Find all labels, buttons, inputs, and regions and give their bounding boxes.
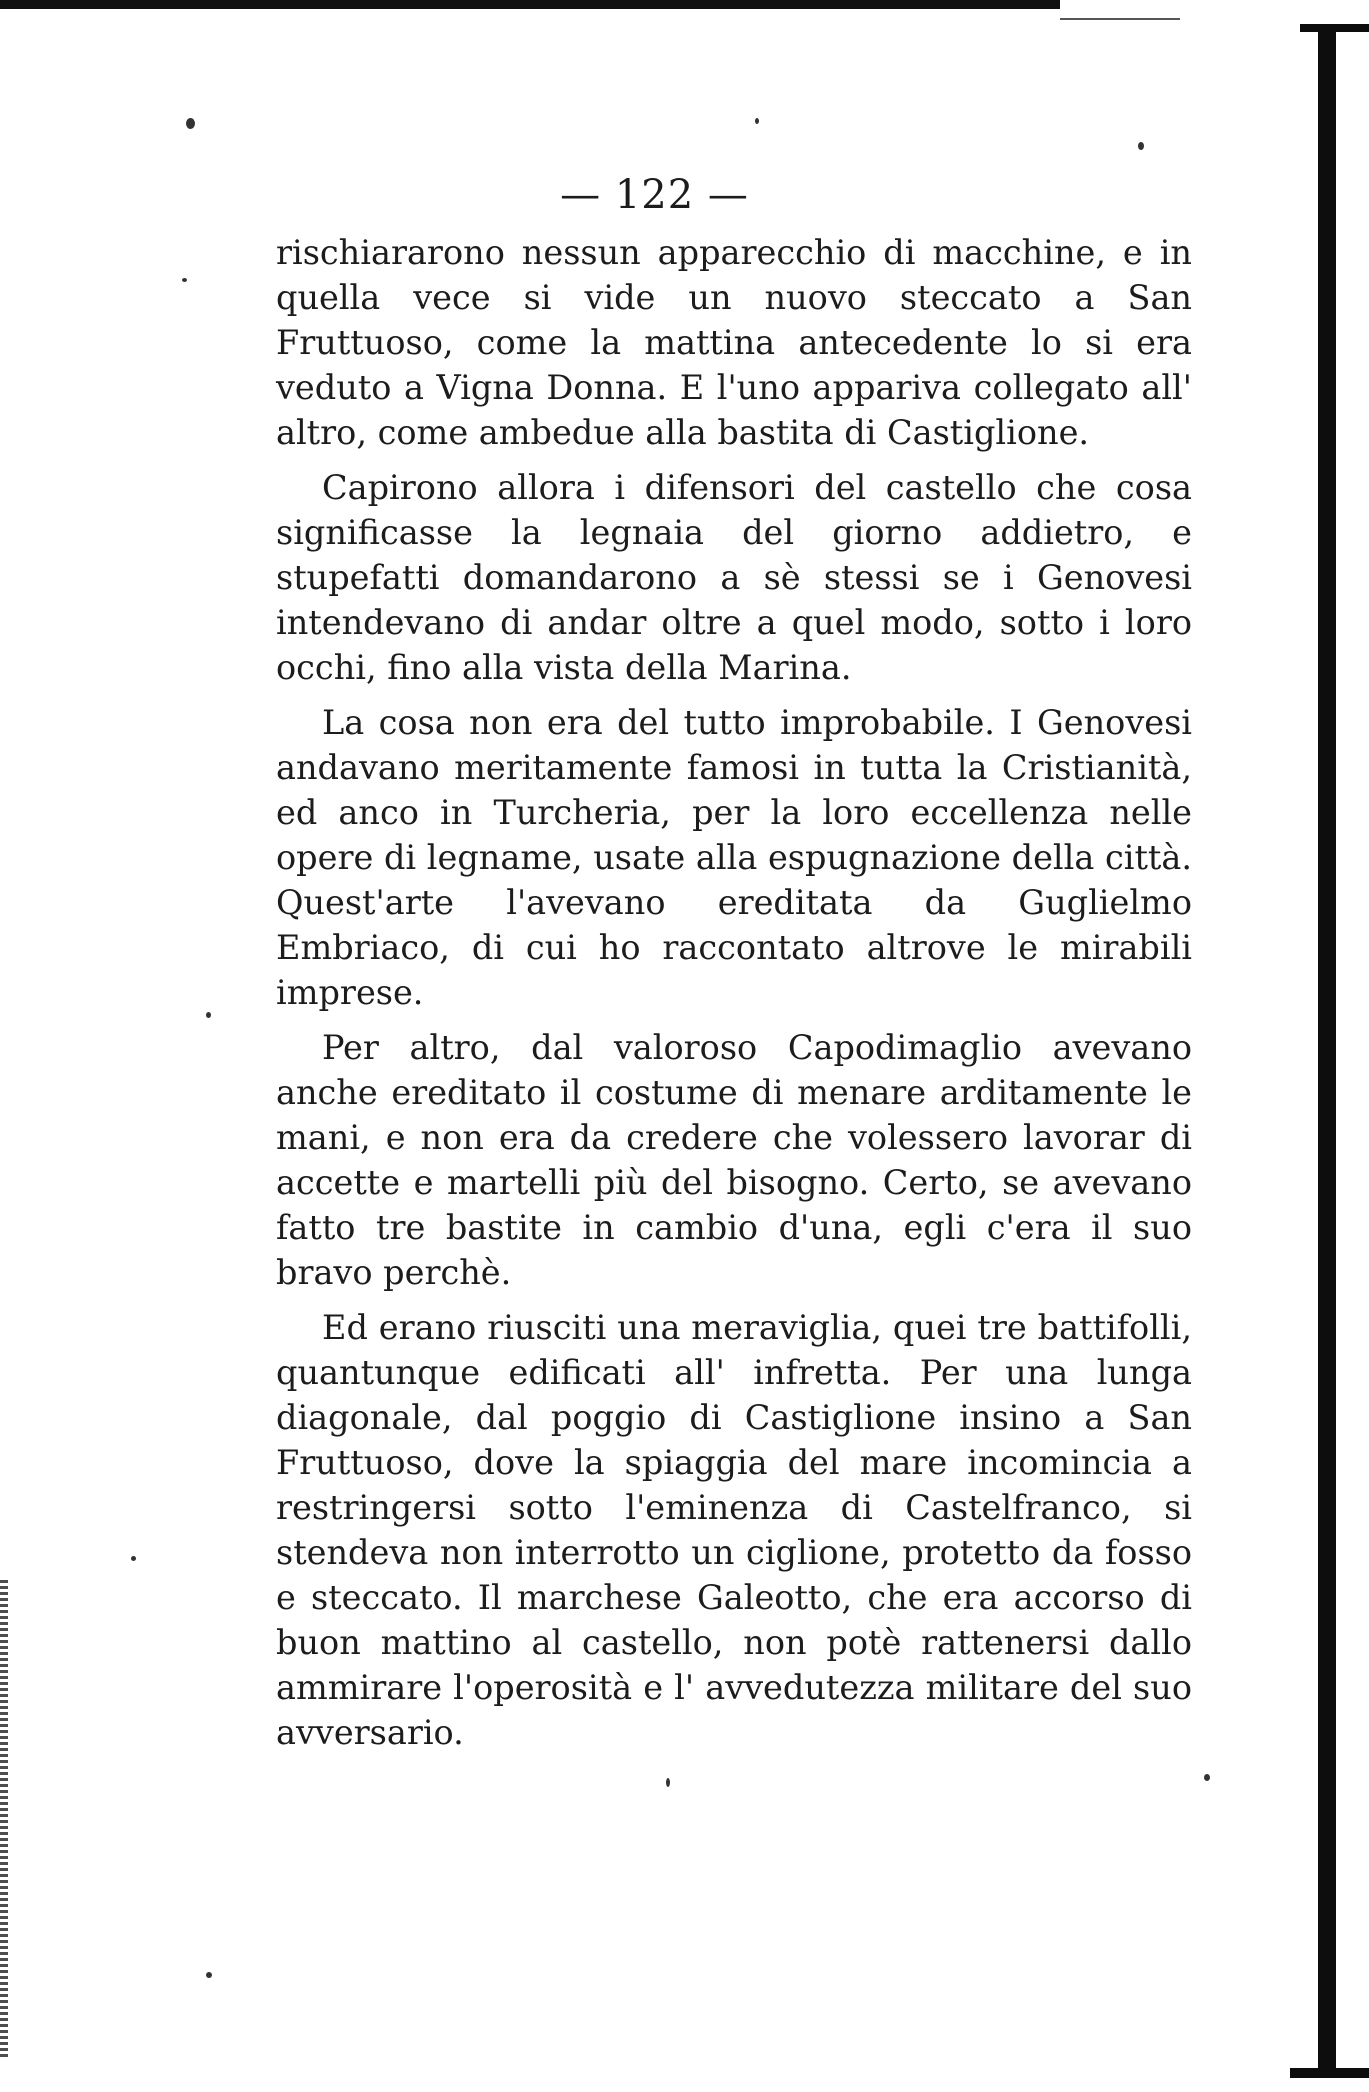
paragraph: rischiararono nessun apparecchio di macchine, e in quella vece si vide un nuovo steccato a San Fruttuoso, come la mattina antecedente lo si era veduto a Vigna Donna. E l'uno appariva collegato all' altro, come ambedue alla bastita di Castiglione. bbox=[276, 233, 1192, 452]
scan-left-edge bbox=[0, 1580, 8, 2060]
scan-speck bbox=[206, 1012, 211, 1018]
paragraph: Capirono allora i difensori del castello che cosa significasse la legnaia del giorno addietro, e stupefatti domandarono a sè stessi se i Genovesi intendevano di andar oltre a quel modo, sotto i loro occhi, fino alla vista della Marina. bbox=[276, 468, 1192, 687]
scan-speck bbox=[182, 278, 187, 282]
scan-speck bbox=[206, 1972, 212, 1978]
scan-speck bbox=[755, 118, 759, 124]
scan-speck bbox=[186, 118, 195, 129]
scan-speck bbox=[666, 1778, 670, 1787]
paragraph: Ed erano riusciti una meraviglia, quei tre battifolli, quantunque edificati all' infretta. Per una lunga diagonale, dal poggio di Castiglione insino a San Fruttuoso, dove la spiaggia del mare incomincia a restringersi sotto l'eminenza di Castelfranco, si stendeva non interrotto un ciglione, protetto da fosso e steccato. Il marchese Galeotto, che era accorso di buon mattino al castello, non potè rattenersi dallo ammirare l'operosità e l' avvedutezza militare del suo avversario. bbox=[276, 1308, 1192, 1752]
scan-binding-edge bbox=[1318, 26, 1336, 2076]
scan-speck bbox=[1204, 1774, 1210, 1781]
scan-top-rule-thin bbox=[1060, 18, 1180, 20]
body-text bbox=[276, 230, 1192, 1765]
paragraph: Per altro, dal valoroso Capodimaglio avevano anche ereditato il costume di menare arditamente le mani, e non era da credere che volessero lavorar di accette e martelli più del bisogno. Certo, se avevano fatto tre bastite in cambio d'una, egli c'era il suo bravo perchè. bbox=[276, 1028, 1192, 1292]
scan-binding-cap-bottom bbox=[1290, 2068, 1369, 2078]
scan-speck bbox=[1138, 142, 1144, 150]
paragraph: La cosa non era del tutto improbabile. I Genovesi andavano meritamente famosi in tutta la Cristianità, ed anco in Turcheria, per la loro eccellenza nelle opere di legname, usate alla espugnazione della città. Quest'arte l'avevano ereditata da Guglielmo Embriaco, di cui ho raccontato altrove le mirabili imprese. bbox=[276, 703, 1192, 1012]
scan-speck bbox=[131, 1556, 136, 1561]
page-number: — 122 — bbox=[560, 172, 749, 218]
scan-top-rule bbox=[0, 0, 1060, 9]
